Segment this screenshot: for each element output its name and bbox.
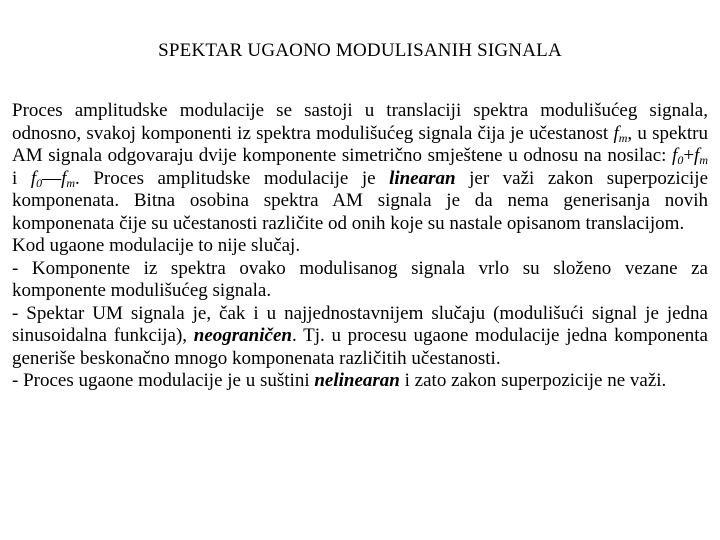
bullet-spectrum: - Spektar UM signala je, čak i u najjednostavnijem slučaju (modulišući signal je jedna sinusoidalna funkcija), neograničen. Tj. u procesu ugaone modulacije jedna komponenta generiše beskonačno mnogo komponenata različitih učestanosti. bbox=[12, 302, 708, 369]
bullet-nonlinear: - Proces ugaone modulacije je u suštini nelinearan i zato zakon superpozicije ne važi. bbox=[12, 370, 667, 391]
expression-f0-minus-fm: $f_0$ bbox=[30, 167, 43, 190]
paragraph-am-translation: Proces amplitudske modulacije se sastoji u translaciji spektra modulišućeg signala, odnosno, svakoj komponenti iz spektra modulišućeg signala čija je učestanost $f_m$, u spektru AM signala odgovaraju dvije komponente simetrično smještene u odnosu na nosilac: $f_0+f_m$ i $f_0—f_m$. Proces amplitudske modulacije je linearan jer važi zakon superpozicije komponenata. Bitna osobina spektra AM signala je da nema generisanja novih komponenata čije su učestanosti različite od onih koje su nastale opisanom translacijom. bbox=[12, 100, 709, 234]
emphasis-linearan: linearan bbox=[389, 167, 456, 189]
emphasis-nelinearan: nelinearan bbox=[314, 370, 400, 391]
paragraph-angle-modulation: Kod ugaone modulacije to nije slučaj. bbox=[12, 235, 301, 256]
page-title: SPEKTAR UGAONO MODULISANIH SIGNALA bbox=[158, 40, 562, 61]
bullet-components: - Komponente iz spektra ovako modulisanog signala vrlo su složeno vezane za komponente modulišućeg signala. bbox=[12, 257, 708, 301]
document-body bbox=[12, 100, 708, 393]
emphasis-neogranicen: neograničen bbox=[193, 325, 292, 346]
expression-f0-plus-fm: $f_0$ bbox=[672, 145, 684, 167]
symbol-fm: $f_m$ bbox=[613, 122, 628, 145]
